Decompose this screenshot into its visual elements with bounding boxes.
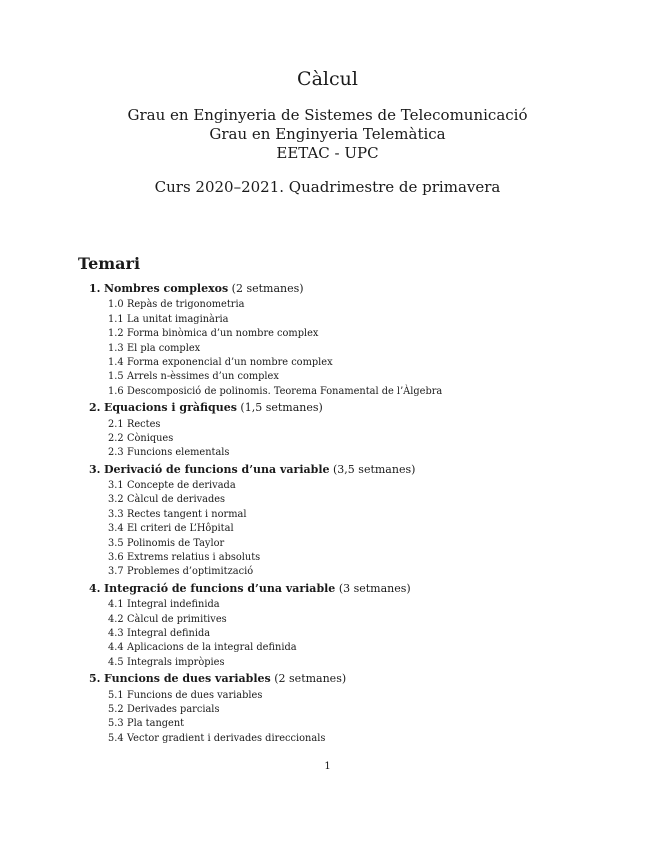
subtopic-item <box>108 551 629 565</box>
subtopic-text: Pla tangent <box>127 718 185 730</box>
subtopic-number: 4.3 <box>108 627 124 639</box>
subtopic-list <box>108 598 629 670</box>
subtopic-number: 1.6 <box>108 385 124 397</box>
topic-name: Funcions de dues variables <box>103 672 271 686</box>
page-number: 1 <box>324 761 331 772</box>
subtopic-item <box>108 565 629 579</box>
subtopic-number: 3.4 <box>108 523 124 535</box>
subtopic-text: Càlcul de primitives <box>127 613 227 625</box>
topic-heading <box>89 672 629 686</box>
subtopic-text: Arrels n-èssimes d’un complex <box>127 371 279 383</box>
topic-number: 3. <box>89 462 101 476</box>
subtopic-item <box>108 598 629 612</box>
subtopic-item <box>108 298 629 312</box>
topic-heading <box>89 401 629 415</box>
subtopic-text: Aplicacions de la integral definida <box>127 642 297 654</box>
subtopic-number: 3.6 <box>108 552 124 564</box>
subtopic-text: Integral definida <box>127 627 211 639</box>
topic-duration: (2 setmanes) <box>274 672 347 686</box>
subtopic-number: 2.1 <box>108 418 124 430</box>
topic-duration: (2 setmanes) <box>231 282 304 295</box>
subtopic-list <box>108 479 629 580</box>
subtopic-number: 1.2 <box>108 328 124 340</box>
subtopic-number: 3.5 <box>108 537 124 549</box>
topic-number: 1. <box>89 282 101 295</box>
subtopic-text: El pla complex <box>127 342 201 354</box>
subtopic-item <box>108 689 629 703</box>
subtopic-item <box>108 656 629 670</box>
syllabus-topic-list <box>89 282 629 748</box>
subtopic-item <box>108 356 629 370</box>
topic-item <box>89 582 629 670</box>
subtopic-number: 3.3 <box>108 508 124 520</box>
subtopic-number: 5.1 <box>108 689 124 701</box>
subtopic-text: Càlcul de derivades <box>127 494 226 506</box>
subtopic-text: Polinomis de Taylor <box>127 537 225 549</box>
subtopic-list <box>108 418 629 461</box>
subtopic-item <box>108 327 629 341</box>
subtopic-number: 1.3 <box>108 342 124 354</box>
subtopic-text: Integral indefinida <box>127 599 220 611</box>
subtopic-item <box>108 385 629 399</box>
subtopic-text: Rectes <box>127 418 161 430</box>
subtopic-list <box>108 689 629 747</box>
subtopic-number: 4.2 <box>108 613 124 625</box>
subtopic-number: 4.1 <box>108 599 124 611</box>
topic-item <box>89 672 629 746</box>
subtopic-number: 4.4 <box>108 642 124 654</box>
document-title: Càlcul <box>297 68 358 90</box>
subtopic-number: 4.5 <box>108 656 124 668</box>
subtopic-item <box>108 537 629 551</box>
subtopic-number: 1.5 <box>108 371 124 383</box>
subtopic-item <box>108 732 629 746</box>
subtopic-item <box>108 370 629 384</box>
degree-programs <box>0 106 655 163</box>
subtopic-item <box>108 313 629 327</box>
institution-line: EETAC - UPC <box>276 144 379 162</box>
topic-item <box>89 401 629 461</box>
topic-name: Nombres complexos <box>103 282 229 295</box>
degree-line: Grau en Enginyeria Telemàtica <box>209 125 446 143</box>
subtopic-text: Derivades parcials <box>127 703 220 715</box>
subtopic-item <box>108 641 629 655</box>
subtopic-item <box>108 508 629 522</box>
subtopic-number: 2.3 <box>108 447 124 459</box>
subtopic-item <box>108 446 629 460</box>
topic-number: 4. <box>89 581 101 595</box>
subtopic-item <box>108 432 629 446</box>
topic-duration: (3,5 setmanes) <box>333 462 416 476</box>
topic-item <box>89 463 629 580</box>
subtopic-number: 1.0 <box>108 299 124 311</box>
topic-item <box>89 282 629 399</box>
subtopic-text: Funcions de dues variables <box>127 689 263 701</box>
subtopic-text: Repàs de trigonometria <box>127 299 245 311</box>
subtopic-number: 3.1 <box>108 480 124 492</box>
subtopic-text: El criteri de L’Hôpital <box>127 523 234 535</box>
topic-number: 5. <box>89 672 101 686</box>
subtopic-number: 3.2 <box>108 494 124 506</box>
subtopic-item <box>108 703 629 717</box>
subtopic-item <box>108 418 629 432</box>
subtopic-text: Concepte de derivada <box>127 480 236 492</box>
topic-name: Derivació de funcions d’una variable <box>103 462 330 476</box>
subtopic-text: Problemes d’optimització <box>127 566 254 578</box>
subtopic-text: Rectes tangent i normal <box>127 508 247 520</box>
subtopic-text: Descomposició de polinomis. Teorema Fonamental de l’Àlgebra <box>127 385 443 397</box>
topic-name: Integració de funcions d’una variable <box>103 581 336 595</box>
subtopic-text: Integrals impròpies <box>127 656 225 668</box>
subtopic-number: 5.2 <box>108 703 124 715</box>
subtopic-text: Còniques <box>127 432 174 444</box>
subtopic-list <box>108 298 629 399</box>
subtopic-item <box>108 717 629 731</box>
section-heading-temari: Temari <box>78 254 141 273</box>
subtopic-item <box>108 493 629 507</box>
subtopic-item <box>108 522 629 536</box>
subtopic-item <box>108 627 629 641</box>
course-term: Curs 2020–2021. Quadrimestre de primavera <box>154 178 501 196</box>
subtopic-text: Forma binòmica d’un nombre complex <box>127 328 319 340</box>
subtopic-text: Funcions elementals <box>127 447 230 459</box>
topic-heading <box>89 463 629 477</box>
subtopic-number: 5.3 <box>108 718 124 730</box>
subtopic-text: La unitat imaginària <box>127 313 229 325</box>
subtopic-number: 2.2 <box>108 432 124 444</box>
degree-line: Grau en Enginyeria de Sistemes de Telecomunicació <box>127 106 528 124</box>
topic-duration: (3 setmanes) <box>338 581 411 595</box>
subtopic-number: 3.7 <box>108 566 124 578</box>
topic-heading <box>89 582 629 596</box>
topic-duration: (1,5 setmanes) <box>240 401 323 415</box>
subtopic-number: 1.1 <box>108 313 124 325</box>
subtopic-number: 5.4 <box>108 732 124 744</box>
subtopic-number: 1.4 <box>108 356 124 368</box>
topic-heading <box>89 282 629 296</box>
subtopic-item <box>108 479 629 493</box>
subtopic-item <box>108 342 629 356</box>
subtopic-text: Vector gradient i derivades direccionals <box>127 732 326 744</box>
subtopic-item <box>108 613 629 627</box>
subtopic-text: Extrems relatius i absoluts <box>127 552 261 564</box>
topic-number: 2. <box>89 401 101 415</box>
subtopic-text: Forma exponencial d’un nombre complex <box>127 356 333 368</box>
topic-name: Equacions i gràfiques <box>103 401 237 415</box>
